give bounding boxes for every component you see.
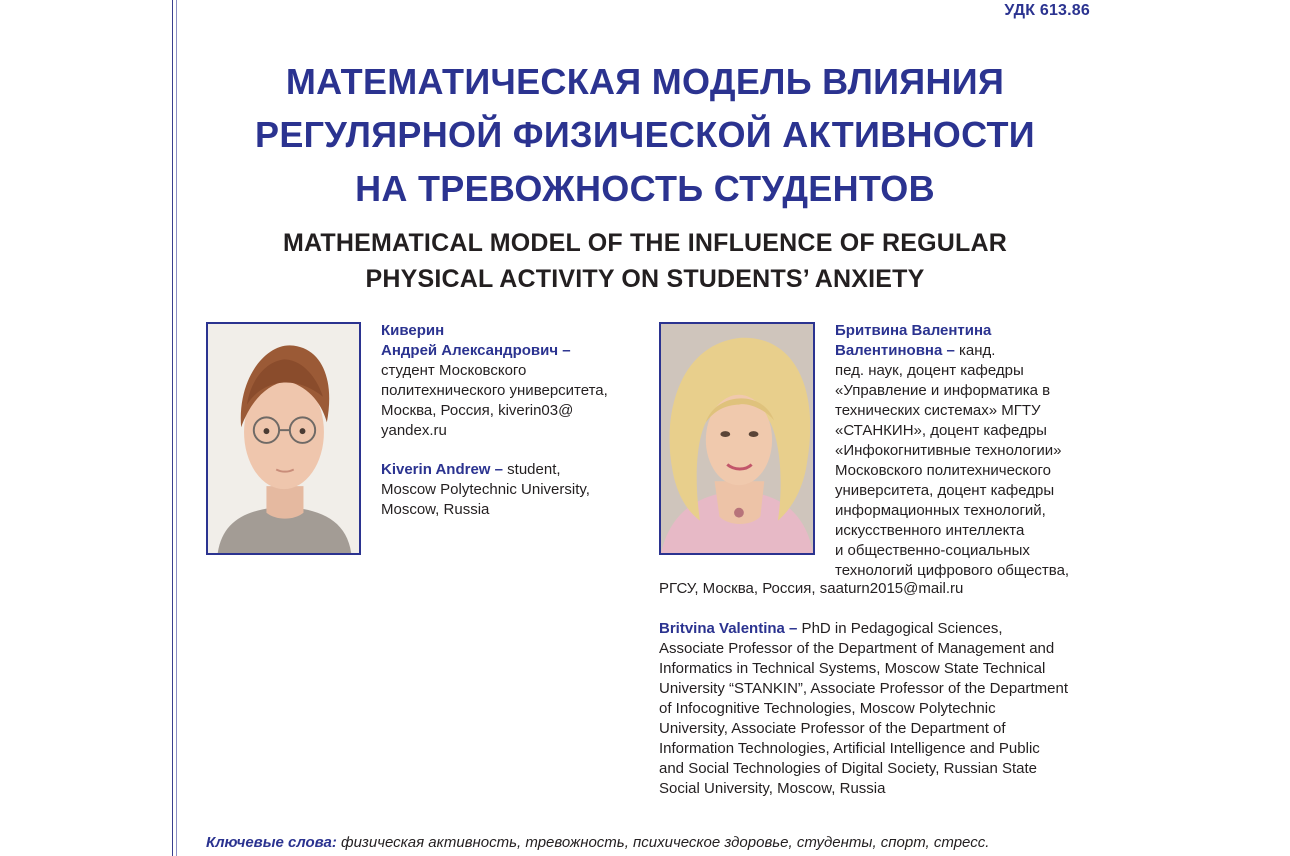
udk-code: УДК 613.86: [1004, 2, 1090, 19]
author2-desc-line: «Управление и информатика в: [835, 382, 1051, 399]
title-english: [200, 225, 1090, 298]
author1-bio-ru: [381, 321, 641, 441]
author2-bio-en: [659, 619, 1094, 799]
author2-desc-line: РГСУ, Москва, Россия, saaturn2015@mail.ru: [659, 580, 964, 597]
author2-desc-line: искусственного интеллекта: [835, 522, 1025, 539]
author2-desc-line: of Infocognitive Technologies, Moscow Polytechnic: [659, 700, 996, 717]
author2-desc-line: технических системах» МГТУ: [835, 402, 1041, 419]
author2-desc-line: «Инфокогнитивные технологии»: [835, 442, 1062, 459]
left-margin-rule: [172, 0, 173, 856]
author1-desc-line: Moscow, Russia: [381, 501, 490, 518]
author2-desc-line: канд.: [954, 342, 996, 359]
author2-desc-line: информационных технологий,: [835, 502, 1046, 519]
title-russian: [200, 55, 1090, 215]
title-ru-line: РЕГУЛЯРНОЙ ФИЗИЧЕСКОЙ АКТИВНОСТИ: [255, 114, 1035, 156]
author2-bio-ru: [835, 321, 1090, 581]
title-en-line: MATHEMATICAL MODEL OF THE INFLUENCE OF REGULAR: [283, 229, 1007, 257]
author2-desc-line: PhD in Pedagogical Sciences,: [797, 620, 1003, 637]
author2-desc-line: Associate Professor of the Department of Management and: [659, 640, 1055, 657]
author2-desc-line: «СТАНКИН», доцент кафедры: [835, 422, 1047, 439]
keywords: [206, 833, 1206, 853]
author2-photo: [659, 322, 815, 555]
author2-desc-line: Information Technologies, Artificial Intelligence and Public: [659, 740, 1040, 757]
author1-bio-en: [381, 460, 641, 520]
author2-desc-line: и общественно-социальных: [835, 542, 1030, 559]
author2-desc-line: технологий цифрового общества,: [835, 562, 1070, 579]
author1-name-ru: Андрей Александрович –: [381, 342, 571, 359]
author1-desc-line: политехнического университета,: [381, 382, 608, 399]
author2-name-ru: Бритвина Валентина: [835, 322, 992, 339]
title-en-line: PHYSICAL ACTIVITY ON STUDENTS’ ANXIETY: [365, 265, 925, 294]
author2-name-ru: Валентиновна –: [835, 342, 955, 359]
keywords-label: Ключевые слова:: [206, 834, 337, 851]
author2-desc-line: Московского политехнического: [835, 462, 1051, 479]
author2-desc-line: пед. наук, доцент кафедры: [835, 362, 1024, 379]
author2-desc-line: Social University, Moscow, Russia: [659, 780, 886, 797]
author2-desc-line: University “STANKIN”, Associate Professor of the Department: [659, 680, 1069, 697]
author1-desc-line: Москва, Россия, kiverin03@: [381, 402, 574, 419]
author1-name-ru: Киверин: [381, 322, 445, 339]
author2-name-en: Britvina Valentina –: [659, 620, 798, 637]
keywords-text: физическая активность, тревожность, психическое здоровье, студенты, спорт, стресс.: [336, 834, 990, 851]
author1-desc-line: Moscow Polytechnic University,: [381, 481, 590, 498]
left-margin-rule-inner: [176, 0, 177, 856]
title-ru-line: НА ТРЕВОЖНОСТЬ СТУДЕНТОВ: [355, 167, 935, 209]
author1-desc-line: yandex.ru: [381, 422, 447, 439]
author1-name-en: Kiverin Andrew –: [381, 461, 503, 478]
author2-desc-line: университета, доцент кафедры: [835, 482, 1055, 499]
author2-desc-line: and Social Technologies of Digital Society, Russian State: [659, 760, 1037, 777]
author1-photo: [206, 322, 361, 555]
author2-bio-ru-tail: [659, 579, 1089, 599]
author1-desc-line: студент Московского: [381, 362, 527, 379]
title-ru-line: МАТЕМАТИЧЕСКАЯ МОДЕЛЬ ВЛИЯНИЯ: [285, 61, 1005, 102]
author2-desc-line: Informatics in Technical Systems, Moscow State Technical: [659, 660, 1046, 677]
author1-desc-line: student,: [502, 461, 561, 478]
author2-desc-line: University, Associate Professor of the Department of: [659, 720, 1006, 737]
